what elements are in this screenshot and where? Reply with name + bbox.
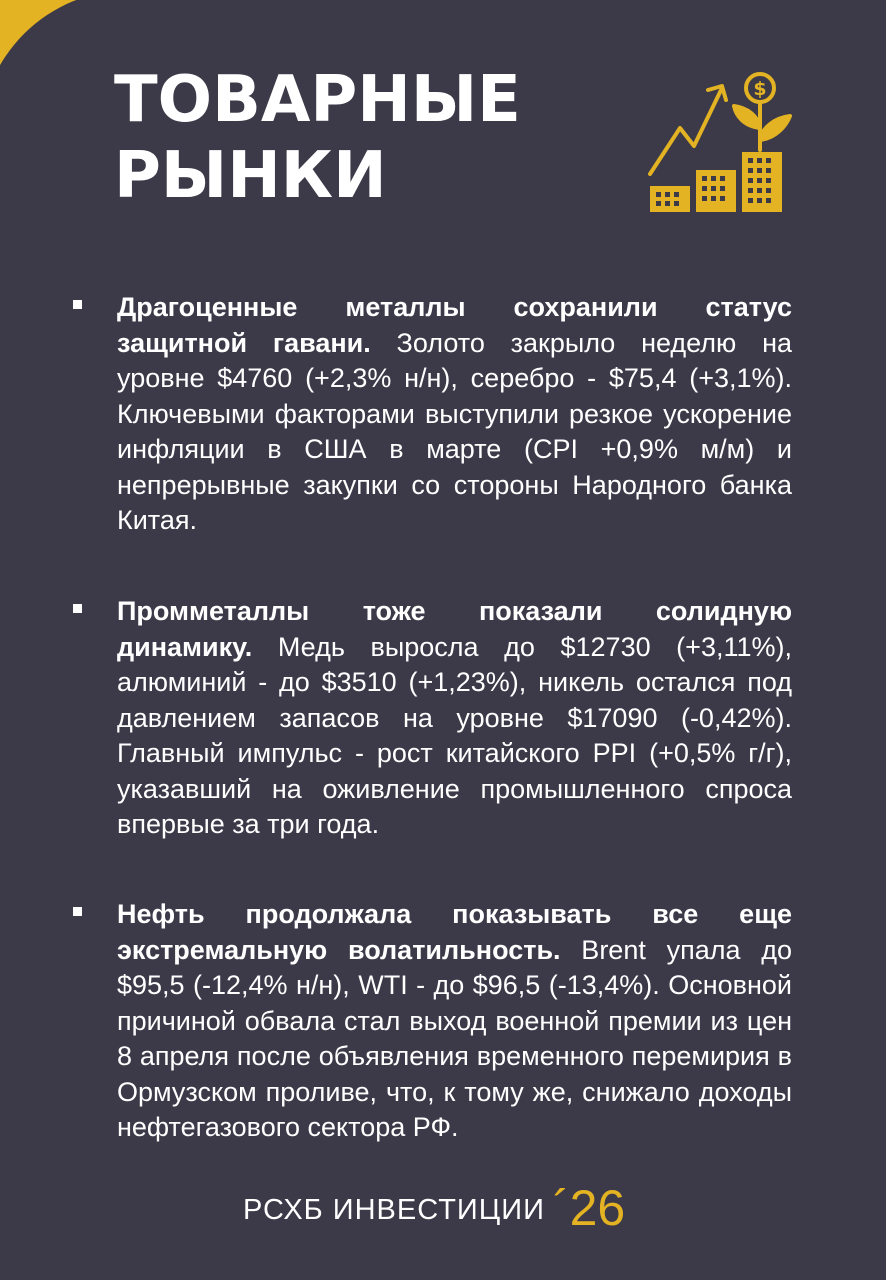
bullet-heading: Нефть продолжала показывать все еще экстремальную волатильность. — [117, 899, 792, 965]
growth-chart-money-plant-icon — [644, 66, 794, 216]
bullet-text — [117, 594, 792, 843]
brand-year: ´26 — [552, 1180, 626, 1236]
title-line-2: РЫНКИ — [114, 139, 387, 213]
bullet-text — [117, 897, 792, 1146]
bullet-marker — [73, 300, 82, 309]
page-title — [114, 62, 521, 214]
bullet-body: Золото закрыло неделю на уровне $4760 (+2,3% н/н), серебро - $75,4 (+3,1%). Ключевыми факторами выступили резкое ускорение инфляции в США в марте (CPI +0,9% м/м) и непрерывные закупки со стороны Народного банка Китая. — [117, 327, 792, 535]
bullet-body: Медь выросла до $12730 (+3,11%), алюминий - до $3510 (+1,23%), никель остался под давлением запасов на уровне $17090 (-0,42%). Главный импульс - рост китайского PPI (+0,5% г/г), указавший на оживление промышленного спроса впервые за три года. — [117, 631, 792, 839]
title-line-1: ТОВАРНЫЕ — [114, 63, 521, 137]
footer-brand — [243, 1180, 626, 1236]
bullet-marker — [73, 604, 82, 613]
bullet-body: Brent упала до $95,5 (-12,4% н/н), WTI - до $96,5 (-13,4%). Основной причиной обвала стал выход военной премии из цен 8 апреля после объявления временного перемирия в Ормузском проливе, что, к тому же, снижало доходы нефтегазового сектора РФ. — [117, 934, 793, 1142]
bullet-item-precious-metals — [70, 290, 792, 539]
bullet-item-oil — [70, 897, 792, 1146]
brand-name: РСХБ ИНВЕСТИЦИИ — [243, 1194, 545, 1226]
bullet-heading: Драгоценные металлы сохранили статус защитной гавани. — [117, 292, 792, 358]
bullet-heading: Промметаллы тоже показали солидную динамику. — [117, 596, 792, 662]
bullet-item-industrial-metals — [70, 594, 792, 843]
bullet-marker — [73, 907, 82, 916]
bullet-text — [117, 290, 792, 539]
svg-text:$: $ — [753, 78, 767, 100]
